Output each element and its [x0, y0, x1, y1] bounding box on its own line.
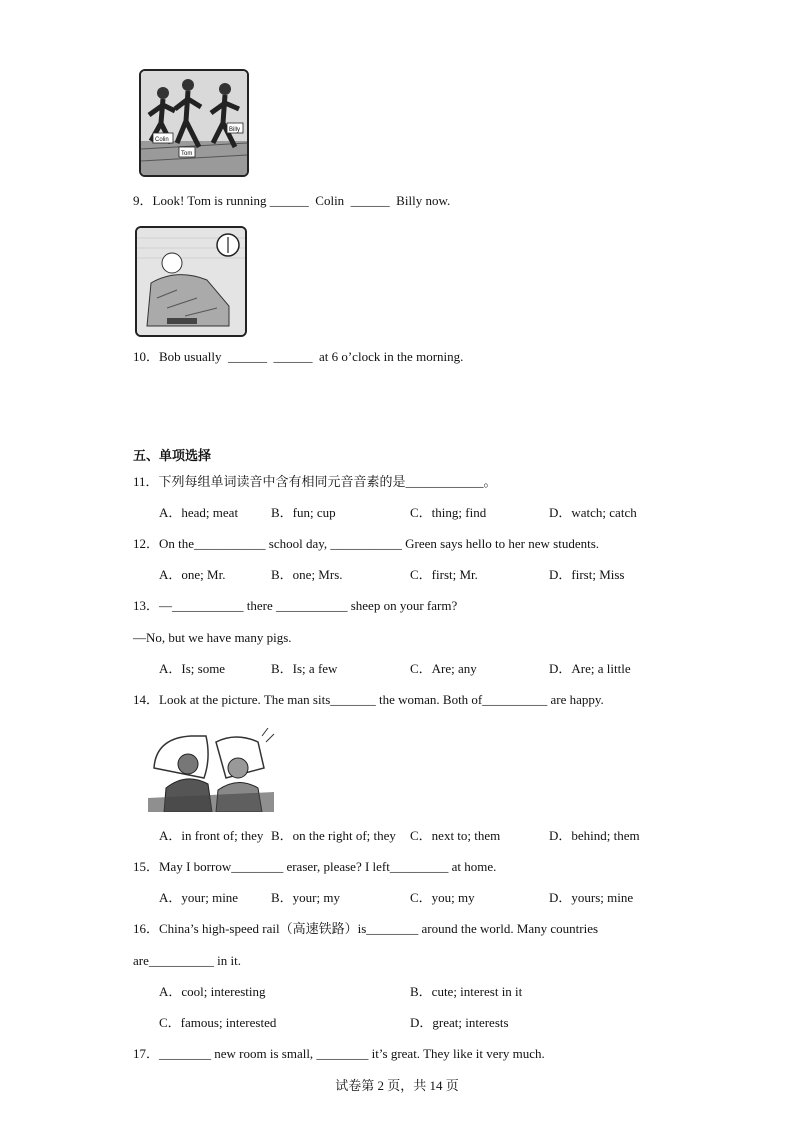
q13-option-c: C．Are; any — [410, 661, 477, 676]
q14-option-d: D．behind; them — [549, 828, 640, 843]
q13-option-b: B．Is; a few — [271, 661, 338, 676]
q14-option-b: B．on the right of; they — [271, 828, 396, 843]
q15-option-d: D．yours; mine — [549, 890, 634, 905]
q11-option-c: C．thing; find — [410, 505, 487, 520]
label-billy: Billy — [229, 127, 241, 133]
q16-option-d: D．great; interests — [410, 1015, 509, 1030]
question-13: 13．—___________ there ___________ sheep on your farm? — [133, 598, 458, 613]
q12-option-a: A．one; Mr. — [159, 567, 226, 582]
question-16-cont: are__________ in it. — [133, 953, 241, 968]
couple-illustration — [146, 728, 276, 812]
q14-option-c: C．next to; them — [410, 828, 501, 843]
question-14: 14．Look at the picture. The man sits_______ the woman. Both of__________ are happy. — [133, 692, 604, 707]
runners-illustration — [141, 71, 247, 175]
q16-option-b: B．cute; interest in it — [410, 984, 523, 999]
q11-option-b: B．fun; cup — [271, 505, 336, 520]
q15-option-a: A．your; mine — [159, 890, 239, 905]
page-footer: 试卷第 2 页，共 14 页 — [335, 1078, 459, 1093]
runners-picture — [139, 69, 249, 177]
q12-option-c: C．first; Mr. — [410, 567, 478, 582]
bob-bed-picture — [135, 226, 247, 337]
q15-option-c: C．you; my — [410, 890, 475, 905]
question-16: 16．China’s high-speed rail（高速铁路）is________ around the world. Many countries — [133, 921, 599, 936]
section-5-title: 五、单项选择 — [133, 449, 212, 464]
q16-option-a: A．cool; interesting — [159, 984, 266, 999]
question-10: 10．Bob usually ______ ______ at 6 o’clock in the morning. — [133, 349, 464, 364]
question-9: 9．Look! Tom is running ______ Colin ______ Billy now. — [133, 193, 451, 208]
question-12: 12．On the___________ school day, ___________ Green says hello to her new students. — [133, 536, 600, 551]
q12-option-d: D．first; Miss — [549, 567, 625, 582]
question-13-reply: —No, but we have many pigs. — [133, 630, 292, 645]
question-11: 11．下列每组单词读音中含有相同元音音素的是____________。 — [133, 474, 497, 489]
q13-option-a: A．Is; some — [159, 661, 226, 676]
question-15: 15．May I borrow________ eraser, please? I left_________ at home. — [133, 859, 497, 874]
q16-option-c: C．famous; interested — [159, 1015, 277, 1030]
label-tom: Tom — [181, 151, 193, 157]
q15-option-b: B．your; my — [271, 890, 340, 905]
q11-option-a: A．head; meat — [159, 505, 239, 520]
q12-option-b: B．one; Mrs. — [271, 567, 343, 582]
q11-option-d: D．watch; catch — [549, 505, 637, 520]
car-seat-picture — [146, 728, 276, 812]
question-17: 17．________ new room is small, ________ it’s great. They like it very much. — [133, 1046, 545, 1061]
label-colin: Colin — [155, 137, 169, 143]
q14-option-a: A．in front of; they — [159, 828, 264, 843]
bed-clock-illustration — [137, 228, 245, 335]
q13-option-d: D．Are; a little — [549, 661, 631, 676]
